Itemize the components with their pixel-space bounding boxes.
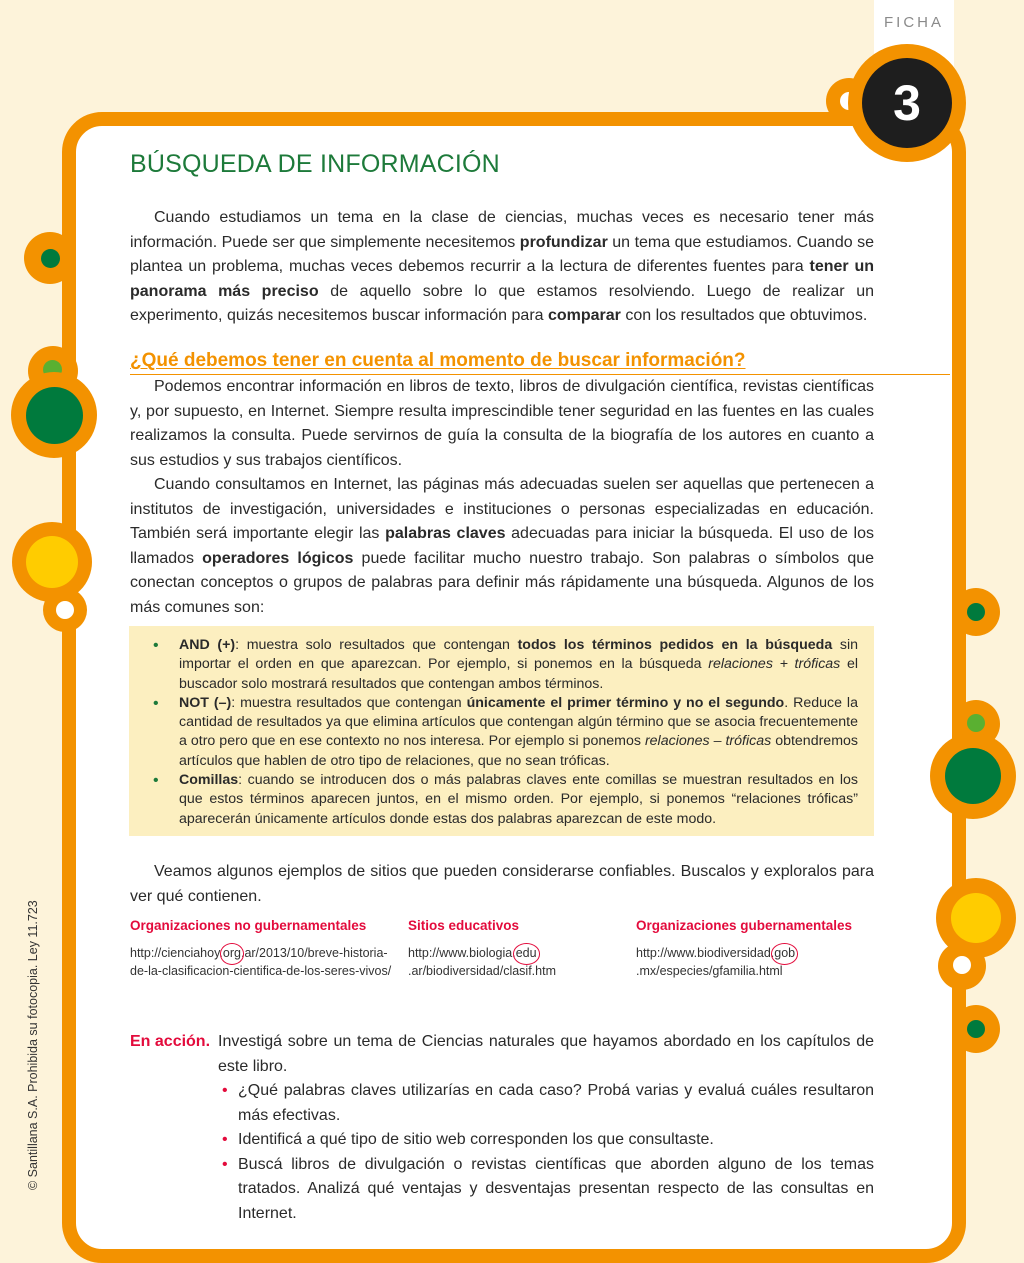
action-section: [130, 1030, 874, 1226]
site-url[interactable]: [130, 945, 392, 980]
action-item: • ¿Qué palabras claves utilizarías en cada caso? Probá varias y evaluá cuáles resultaron más efectivas.: [238, 1079, 874, 1128]
operators-list: [129, 626, 874, 829]
url-part: http://cienciahoy.: [130, 946, 223, 960]
examples-intro-text: Veamos algunos ejemplos de sitios que pueden considerarse confiables. Buscalos y exploralos para ver qué contienen.: [130, 863, 874, 905]
site-url[interactable]: [408, 945, 623, 980]
site-url[interactable]: [636, 945, 866, 980]
text: : cuando se introducen dos o más palabras claves ente comillas se muestran resultados en los que estos términos aparecen juntos, en el mismo orden. Por ejemplo, si ponemos “relaciones tróficas” aparecerán únicamente artículos donde estas dos palabras aparezcan de este modo.: [179, 772, 858, 827]
text: : muestra resultados que contengan: [231, 694, 467, 711]
domain-highlight: edu: [516, 945, 537, 963]
text: de aquello sobre lo que estamos resolviendo. Luego de realizar un experimento, quizás necesitemos buscar información para: [130, 282, 875, 324]
operator-name: NOT (–): [179, 694, 232, 711]
ficha-number: 3: [862, 58, 952, 148]
site-example: [130, 918, 392, 980]
site-category: Organizaciones no gubernamentales: [130, 918, 367, 933]
action-label: En acción.: [130, 1033, 211, 1050]
text: : muestra solo resultados que contengan: [235, 637, 518, 653]
url-part: http://www.biodiversidad.: [636, 946, 775, 960]
url-part: http://www.biologia.: [408, 946, 516, 960]
site-category: Organizaciones gubernamentales: [636, 918, 853, 933]
text: sin importar el orden en que aparezcan. Por ejemplo, si ponemos en la búsqueda: [179, 637, 858, 673]
text: con los resultados que obtuvimos.: [620, 307, 868, 324]
text: un tema que estudiamos. Cuando se plantea un problema, muchas veces debemos recurrir a la lectura de diferentes fuentes para: [130, 233, 874, 275]
bold-term: palabras claves: [385, 525, 506, 542]
domain-highlight: org: [223, 945, 241, 963]
deco-dot-dark-green: [41, 249, 60, 268]
text: Cuando estudiamos un tema en la clase de ciencias, muchas veces es necesario tener más información. Puede ser que simplemente necesitemos: [130, 209, 874, 251]
section-paragraph-2: [130, 473, 874, 620]
example-term: relaciones – tróficas: [644, 733, 772, 750]
text: adecuadas para iniciar la búsqueda. El uso de los llamados: [130, 525, 874, 567]
action-item: • Identificá a qué tipo de sitio web corresponden los que consultaste.: [238, 1128, 874, 1153]
section-paragraph-1: Podemos encontrar información en libros de texto, libros de divulgación científica, revistas científicas y, por supuesto, en Internet. Siempre resulta imprescindible tener seguridad en las fuentes en las cuales realizamos la consulta. Puede servirnos de guía la consulta de la biografía de los autores en cuanto a sus estudios y sus trabajos científicos.: [130, 378, 874, 469]
deco-dot-dark-green: [967, 603, 985, 621]
ficha-label: FICHA: [884, 14, 944, 31]
page-title: BÚSQUEDA DE INFORMACIÓN: [130, 150, 500, 178]
operator-item: [179, 636, 858, 694]
site-example: [636, 918, 866, 980]
bold-term: únicamente el primer término y no el segundo: [466, 694, 785, 711]
text: obtendremos artículos que hablen de otro tipo de relaciones, que no sean tróficas.: [179, 733, 858, 769]
bold-term: profundizar: [519, 233, 608, 251]
domain-highlight: gob: [774, 945, 795, 963]
text: Cuando consultamos en Internet, las páginas más adecuadas suelen ser aquellas que pertenecen a institutos de investigación, universidades e instituciones o personas especializadas en educación. También será importante elegir las: [130, 476, 874, 542]
url-part: .mx/especies/gfamilia.html: [636, 963, 783, 978]
operator-name: AND (+): [179, 637, 236, 653]
action-list: [218, 1079, 874, 1226]
section-body: [130, 375, 874, 620]
operator-item: [179, 771, 858, 829]
ficha-number-badge: [848, 44, 966, 162]
deco-dot-light-green: [967, 714, 985, 732]
deco-dot-white: [953, 956, 971, 974]
operator-item: [179, 694, 858, 771]
deco-dot-dark-green: [945, 748, 1001, 804]
deco-dot-white: [56, 601, 74, 619]
action-text: Investigá sobre un tema de Ciencias naturales que hayamos abordado en los capítulos de este libro.: [218, 1033, 874, 1075]
deco-dot-dark-green: [967, 1020, 985, 1038]
url-part: .ar/biodiversidad/clasif.htm: [408, 963, 556, 978]
section-heading: [130, 348, 950, 375]
text: . Reduce la cantidad de resultados ya que elimina artículos que contengan algún término que se asocia frecuentemente a otro pero que en ese contexto no nos interesa. Por ejemplo si ponemos: [179, 694, 858, 750]
example-term: relaciones + tróficas: [708, 656, 841, 673]
examples-intro: [130, 860, 874, 909]
operators-box: [129, 626, 874, 836]
deco-dot-yellow: [951, 893, 1001, 943]
operator-name: Comillas: [179, 772, 239, 789]
bold-term: todos los términos pedidos en la búsqueda: [517, 637, 833, 653]
site-category: Sitios educativos: [408, 918, 520, 933]
bold-term: tener un panorama más preciso: [130, 258, 874, 300]
action-body: [218, 1030, 874, 1226]
bold-term: operadores lógicos: [202, 549, 354, 567]
action-item: • Buscá libros de divulgación o revistas científicas que aborden alguno de los temas tratados. Analizá qué ventajas y desventajas presentan respecto de las consultas en Internet.: [238, 1153, 874, 1227]
site-example: [408, 918, 623, 980]
intro-paragraph: [130, 206, 874, 329]
text: el buscador solo mostrará resultados que contengan ambos términos.: [179, 656, 858, 692]
deco-dot-dark-green: [26, 387, 83, 444]
url-part: .ar/2013/10/breve-historia-de-la-clasificacion-cientifica-de-los-seres-vivos/: [130, 946, 392, 978]
copyright-notice: © Santillana S.A. Prohibida su fotocopia. Ley 11.723: [26, 900, 40, 1190]
bold-term: comparar: [547, 307, 621, 324]
deco-dot-yellow: [26, 536, 78, 588]
text: puede facilitar mucho nuestro trabajo. Son palabras o símbolos que conectan conceptos o grupos de palabras para definir más rápidamente una búsqueda. Algunos de los más comunes son:: [130, 549, 875, 616]
section-heading-text: ¿Qué debemos tener en cuenta al momento de buscar información?: [130, 350, 746, 371]
